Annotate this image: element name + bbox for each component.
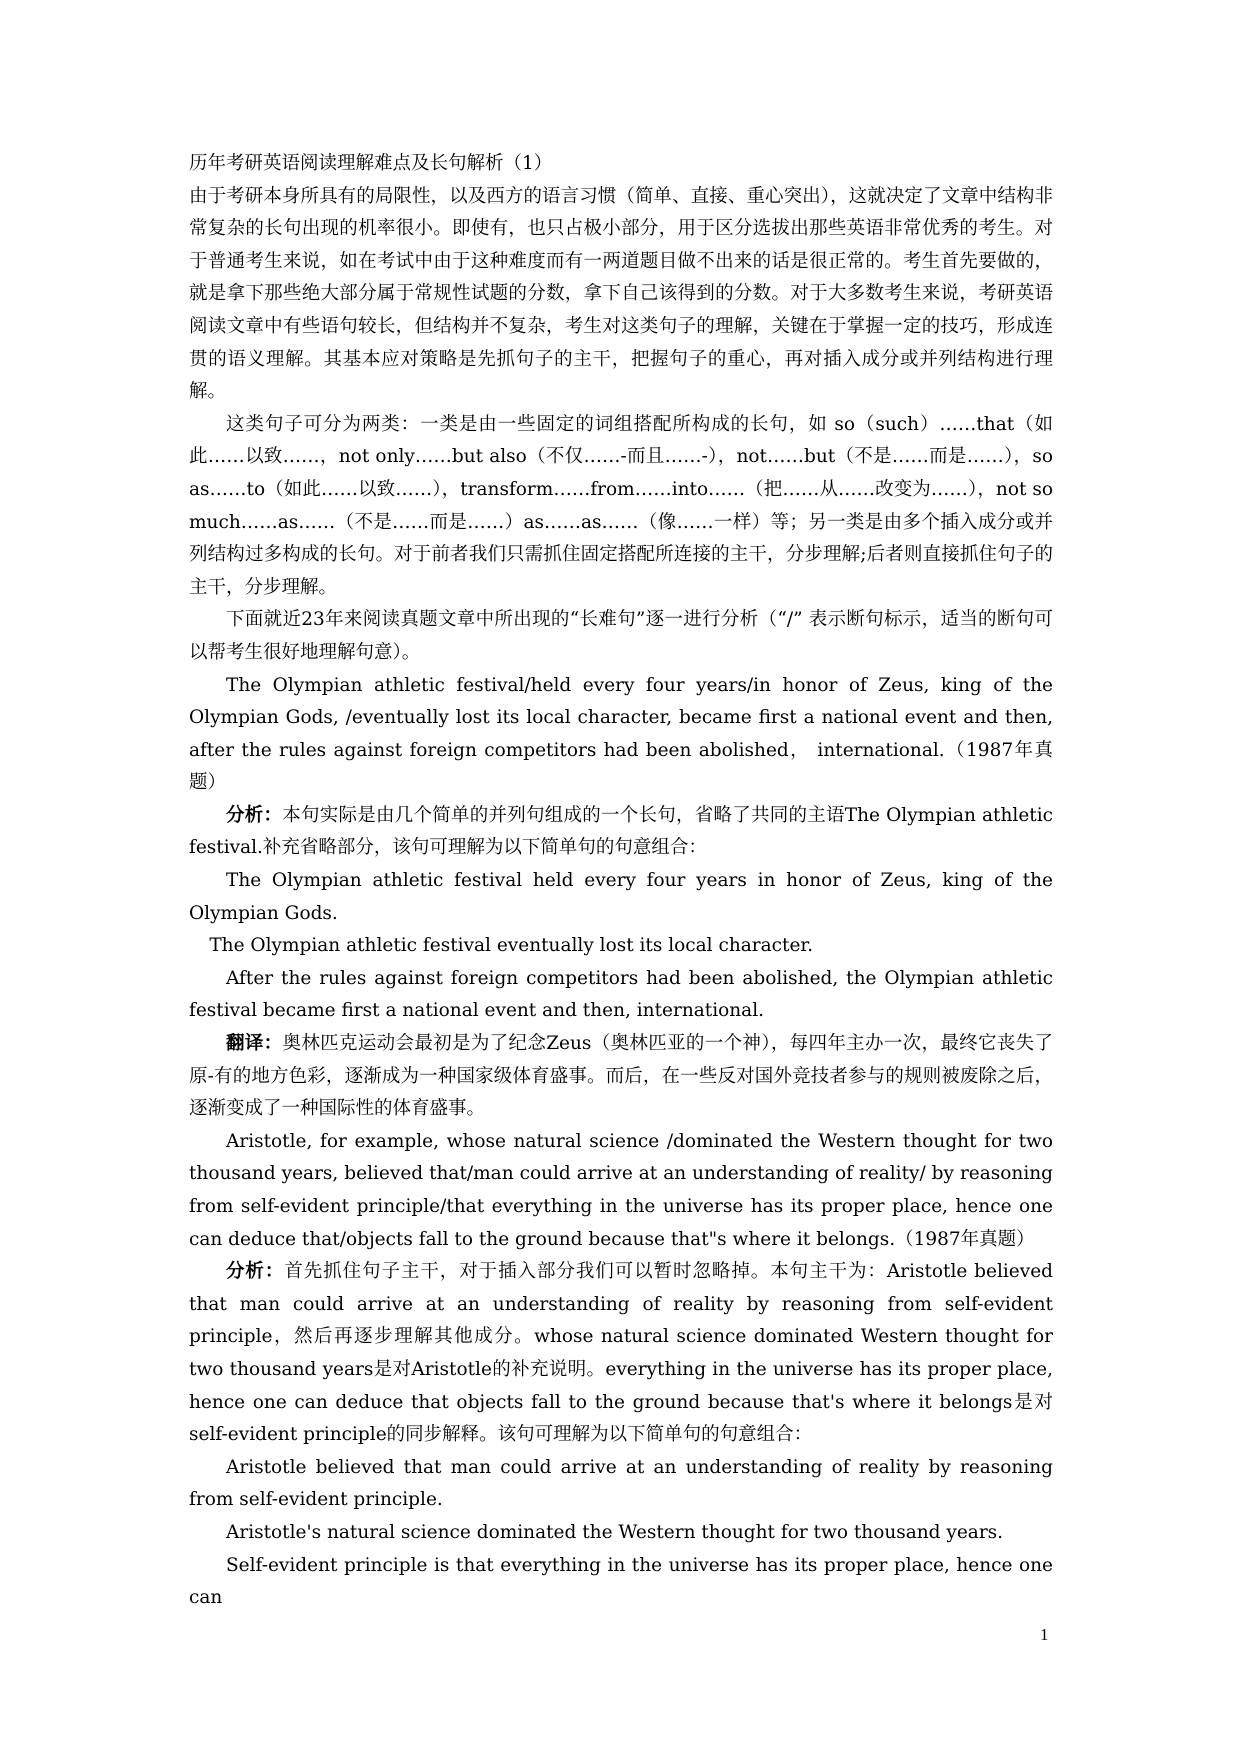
document-body [189,148,1053,1615]
analysis-label: 分析： [226,804,283,826]
example-2-simple-sentence-2: Aristotle's natural science dominated the Western thought for two thousand years. [226,1521,1004,1543]
translation-label: 翻译： [226,1033,283,1055]
document-title: 历年考研英语阅读理解难点及长句解析（1） [189,153,553,174]
intro-paragraph-2: 这类句子可分为两类：一类是由一些固定的词组搭配所构成的长句，如 so（such）……that（如此……以致……，not only……but also（不仅……-而且……-），not……but（不是……而是……），so as……to（如此……以致……），transform……from……into……（把……从……改变为……），not so much……as……（不是……而是……）as……as……（像……一样）等；另一类是由多个插入成分或并列结构过多构成的长句。对于前者我们只需抓住固定搭配所连接的主干，分步理解;后者则直接抓住句子的主干，分步理解。 [189,413,1053,598]
example-1-sentence: The Olympian athletic festival/held every four years/in honor of Zeus, king of the Olympian Gods, /eventually lost its local character, became first a national event and then, after the rules against foreign competitors had been abolished， international.（1987年真题） [189,674,1053,794]
example-2-simple-sentence-1: Aristotle believed that man could arrive at an understanding of reality by reasoning from self-evident principle. [189,1456,1053,1511]
example-1-simple-sentence-2: The Olympian athletic festival eventually lost its local character. [209,935,814,957]
analysis-text: 本句实际是由几个简单的并列句组成的一个长句，省略了共同的主语The Olympian athletic festival.补充省略部分，该句可理解为以下简单句的句意组合： [189,804,1053,859]
intro-paragraph-3: 下面就近23年来阅读真题文章中所出现的“长难句”逐一进行分析（“/” 表示断句标示，适当的断句可以帮考生很好地理解句意）。 [189,609,1053,663]
page-number: 1 [1040,1625,1049,1644]
example-2-analysis [189,1256,1053,1452]
example-2-simple-sentence-3: Self-evident principle is that everything in the universe has its proper place, hence one can [189,1554,1053,1609]
example-1-simple-sentence-3: After the rules against foreign competitors had been abolished, the Olympian athletic festival became first a national event and then, international. [189,967,1053,1022]
intro-paragraph-1: 由于考研本身所具有的局限性，以及西方的语言习惯（简单、直接、重心突出），这就决定了文章中结构非常复杂的长句出现的机率很小。即使有，也只占极小部分，用于区分选拔出那些英语非常优秀的考生。对于普通考生来说，如在考试中由于这种难度而有一两道题目做不出来的话是很正常的。考生首先要做的，就是拿下那些绝大部分属于常规性试题的分数，拿下自己该得到的分数。对于大多数考生来说，考研英语阅读文章中有些语句较长，但结构并不复杂，考生对这类句子的理解，关键在于掌握一定的技巧，形成连贯的语义理解。其基本应对策略是先抓句子的主干，把握句子的重心，再对插入成分或并列结构进行理解。 [189,185,1053,403]
example-2-sentence: Aristotle, for example, whose natural science /dominated the Western thought for two thousand years, believed that/man could arrive at an understanding of reality/ by reasoning from self-evident principle/that everything in the universe has its proper place, hence one can deduce that/objects fall to the ground because that"s where it belongs.（1987年真题） [189,1130,1053,1250]
analysis-text: 首先抓住句子主干，对于插入部分我们可以暂时忽略掉。本句主干为：Aristotle believed that man could arrive at an understanding of reality by reasoning from self-evident principle，然后再逐步理解其他成分。whose natural science dominated Western thought for two thousand years是对Aristotle的补充说明。everything in the universe has its proper place, hence one can deduce that objects fall to the ground because that's where it belongs是对self-evident principle的同步解释。该句可理解为以下简单句的句意组合： [189,1261,1053,1446]
analysis-label: 分析： [226,1261,285,1283]
translation-text: 奥林匹克运动会最初是为了纪念Zeus（奥林匹亚的一个神），每四年主办一次，最终它丧失了原-有的地方色彩，逐渐成为一种国家级体育盛事。而后，在一些反对国外竞技者参与的规则被废除之后，逐渐变成了一种国际性的体育盛事。 [189,1033,1053,1120]
example-1-translation [189,1028,1053,1126]
example-1-analysis [189,800,1053,865]
example-1-simple-sentence-1: The Olympian athletic festival held every four years in honor of Zeus, king of the Olympian Gods. [189,870,1053,924]
